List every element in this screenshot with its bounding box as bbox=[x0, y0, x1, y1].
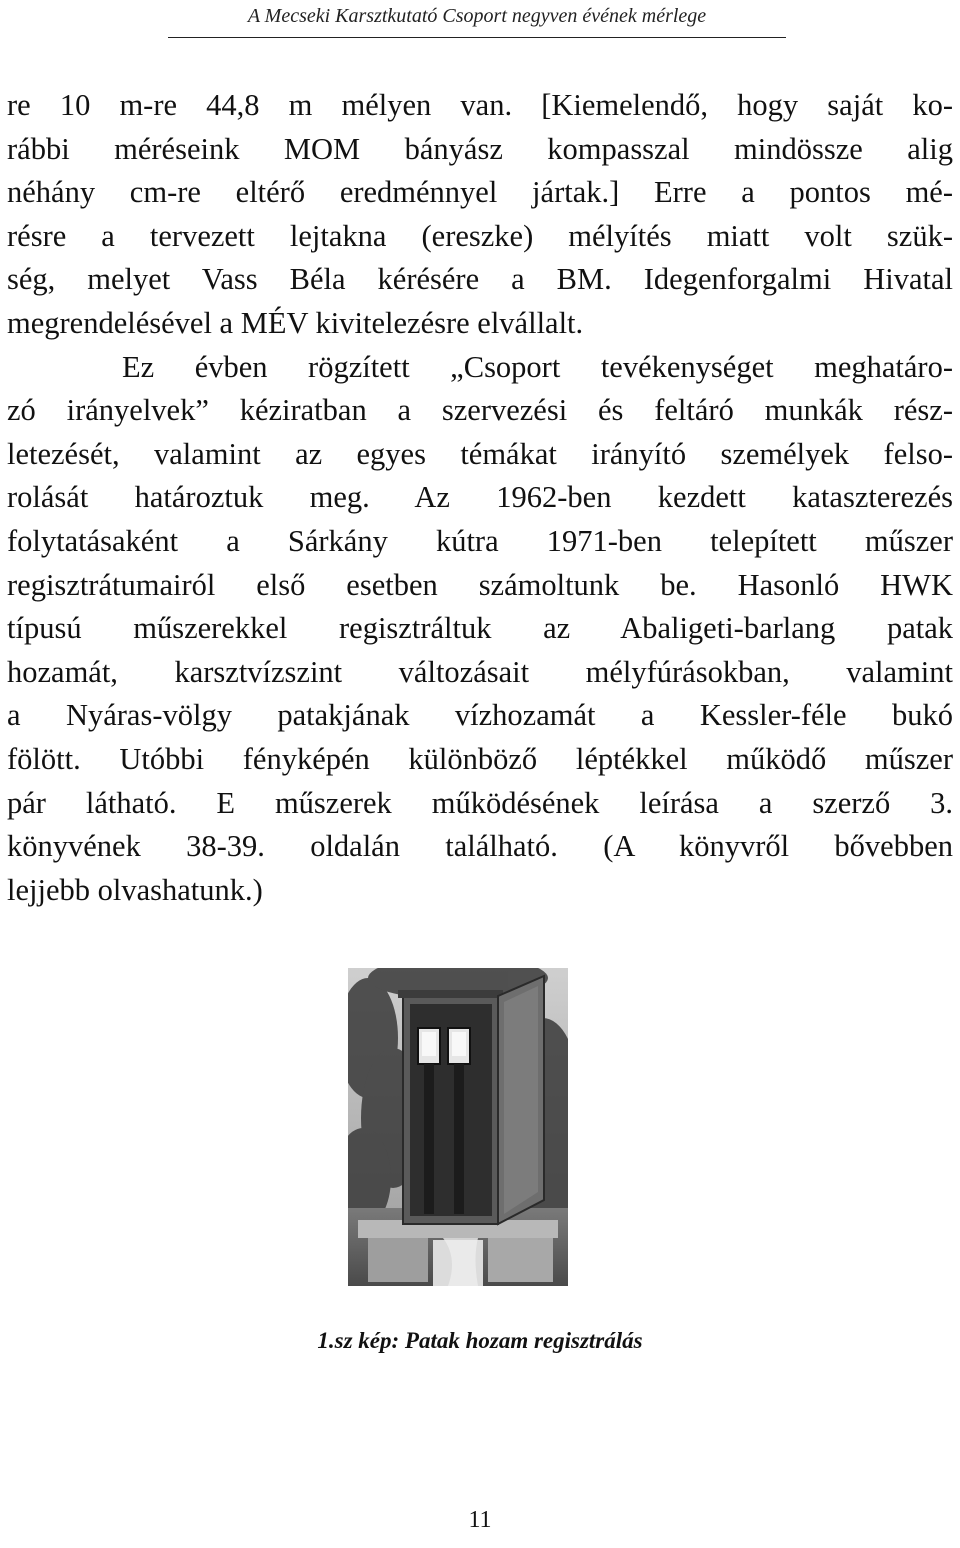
photo-gauge-shelter bbox=[348, 968, 568, 1286]
text-line: folytatásaként a Sárkány kútra 1971-ben telepített műszer bbox=[7, 523, 953, 558]
text-line: lejjebb olvashatunk.) bbox=[7, 872, 263, 907]
running-header: A Mecseki Karsztkutató Csoport negyven évének mérlege bbox=[247, 5, 707, 27]
text-line: fölött. Utóbbi fényképén különböző léptékkel működő műszer bbox=[7, 741, 953, 776]
text-line: pár látható. E műszerek működésének leírása a szerző 3. bbox=[7, 785, 953, 820]
text-line: Ez évben rögzített „Csoport tevékenységet meghatáro- bbox=[122, 349, 953, 384]
text-line: típusú műszerekkel regisztráltuk az Abaligeti-barlang patak bbox=[7, 611, 953, 646]
body-text bbox=[7, 84, 953, 912]
text-line: zó irányelvek” kéziratban a szervezési és feltáró munkák rész- bbox=[7, 393, 953, 428]
header-rule bbox=[168, 37, 786, 38]
text-line: könyvének 38-39. oldalán található. (A könyvről bővebben bbox=[7, 829, 953, 864]
text-line: regisztrátumairól első esetben számoltunk be. Hasonló HWK bbox=[7, 567, 953, 602]
text-line: megrendelésével a MÉV kivitelezésre elvállalt. bbox=[7, 305, 584, 340]
text-line: rolását határoztuk meg. Az 1962-ben kezdett kataszterezés bbox=[7, 480, 953, 515]
text-line: néhány cm-re eltérő eredménnyel jártak.] Erre a pontos mé- bbox=[7, 175, 953, 210]
text-line: ség, melyet Vass Béla kérésére a BM. Idegenforgalmi Hivatal bbox=[7, 262, 953, 297]
text-line: letezését, valamint az egyes témákat irányító személyek felso- bbox=[7, 436, 953, 471]
text-line: rábbi méréseink MOM bányász kompasszal mindössze alig bbox=[7, 131, 953, 166]
text-line: re 10 m-re 44,8 m mélyen van. [Kiemelendő, hogy saját ko- bbox=[7, 88, 953, 122]
page-number: 11 bbox=[468, 1507, 492, 1533]
text-line: hozamát, karsztvízszint változásait mélyfúrásokban, valamint bbox=[7, 654, 953, 689]
cabinet-roof bbox=[398, 990, 503, 998]
text-line: a Nyáras-völgy patakjának vízhozamát a Kessler-féle bukó bbox=[7, 698, 953, 733]
text-line: résre a tervezett lejtakna (ereszke) mélyítés miatt volt szük- bbox=[7, 218, 953, 253]
figure-caption: 1.sz kép: Patak hozam regisztrálás bbox=[317, 1328, 643, 1353]
